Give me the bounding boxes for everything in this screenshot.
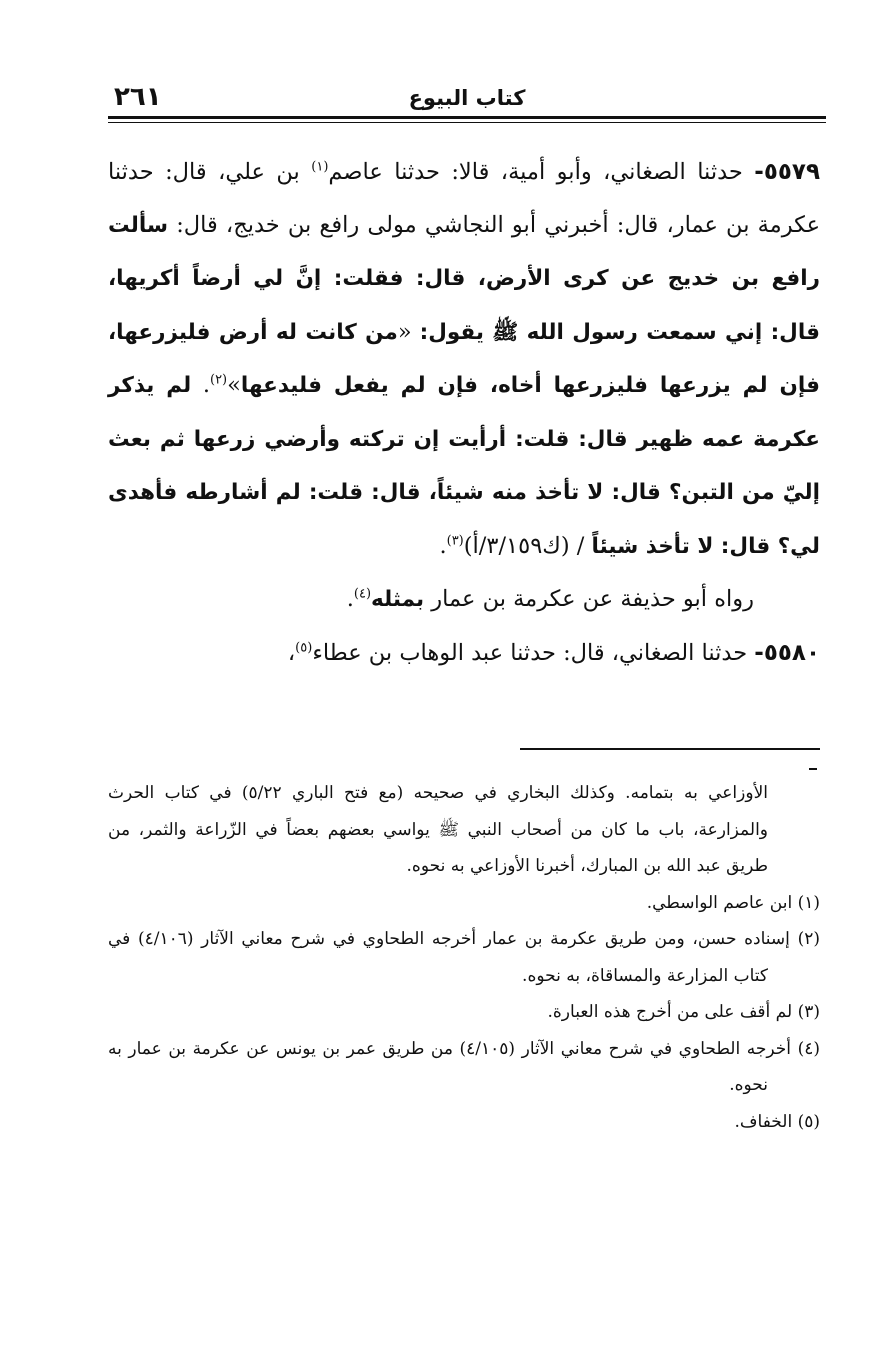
riwaya-note: رواه أبو حذيفة عن عكرمة بن عمار بمثله$^{(٤)}$.	[346, 586, 754, 612]
footnote-ref-3: (٣)	[446, 533, 464, 548]
footnote-2: (٢) إسناده حسن، ومن طريق عكرمة بن عمار أخرجه الطحاوي في شرح معاني الآثار (٤/١٠٦) في كتاب المزارعة والمساقاة، به نحوه.	[108, 929, 820, 986]
hadith-number: ٥٥٧٩-	[754, 159, 820, 185]
footnote-5: (٥) الخفاف.	[734, 1111, 820, 1132]
continuation-mark	[809, 768, 817, 770]
prophetic-saying: من كانت له أرض فليزرعها، فإن لم يزرعها فليزرعها أخاه، فإن لم يفعل فليدعها	[108, 319, 820, 398]
footnote-number: (٣)	[797, 1002, 820, 1022]
hadith-5579: ٥٥٧٩- حدثنا الصغاني، وأبو أمية، قالا: حدثنا عاصم$^{(١)}$ بن علي، قال: حدثنا عكرمة بن عمار، قال: أخبرني أبو النجاشي مولى رافع بن خديج، قال: سألت رافع بن خديج عن كرى الأرض، قال: فقلت: إنَّ لي أرضاً أكريها، قال: إني سمعت رسول الله ﷺ يقول: «من كانت له أرض فليزرعها، فإن لم يزرعها فليزرعها أخاه، فإن لم يفعل فليدعها»$^{(٢)}$. لم يذكر عكرمة عمه ظهير قال: قلت: أرأيت إن تركته وأرضي زرعها ثم بعث إليّ من التبن؟ قال: لا تأخذ منه شيئاً، قال: قلت: لم أشارطه فأهدى لي؟ قال: لا تأخذ شيئاً / (ك٣/١٥٩/أ)$^{(٣)}$.	[108, 159, 820, 559]
footnote-number: (١)	[797, 892, 820, 913]
running-title: كتاب البيوع	[408, 86, 526, 110]
footnote-ref-4: (٤)	[353, 586, 372, 602]
page-number: ٢٦١	[114, 82, 162, 112]
footnote-3: (٣) لم أقف على من أخرج هذه العبارة.	[547, 1002, 820, 1022]
footnote-ref-5: (٥)	[295, 640, 313, 655]
footnote-continuation: الأوزاعي به بتمامه. وكذلك البخاري في صحيحه (مع فتح الباري ٥/٢٢) في كتاب الحرث والمزارعة، باب ما كان من أصحاب النبي ﷺ يواسي بعضهم بعضاً في الزّراعة والثمر، من طريق عبد الله بن المبارك، أخبرنا الأوزاعي به نحوه.	[108, 783, 768, 876]
footnotes	[108, 775, 820, 1140]
footnote-number: (٥)	[797, 1111, 820, 1132]
footnote-ref-1: (١)	[311, 159, 329, 175]
footnote-1: (١) ابن عاصم الواسطي.	[646, 892, 820, 913]
manuscript-reference: / (ك٣/١٥٩/أ)	[463, 532, 592, 559]
footnote-ref-2: (٢)	[209, 372, 228, 388]
header-rule-thin	[108, 122, 826, 123]
hadith-5580: ٥٥٨٠- حدثنا الصغاني، قال: حدثنا عبد الوهاب بن عطاء$^{(٥)}$،	[287, 639, 820, 666]
header-rule-thick	[108, 116, 826, 119]
footnote-4: (٤) أخرجه الطحاوي في شرح معاني الآثار (٤/١٠٥) من طريق عمر بن يونس عن عكرمة بن عمار به نحوه.	[108, 1038, 820, 1095]
footnote-number: (٤)	[797, 1038, 820, 1059]
footnote-number: (٢)	[797, 929, 820, 949]
hadith-number: ٥٥٨٠-	[754, 639, 820, 666]
main-text	[108, 146, 820, 679]
page-header	[108, 82, 826, 116]
footnote-separator	[520, 748, 820, 750]
